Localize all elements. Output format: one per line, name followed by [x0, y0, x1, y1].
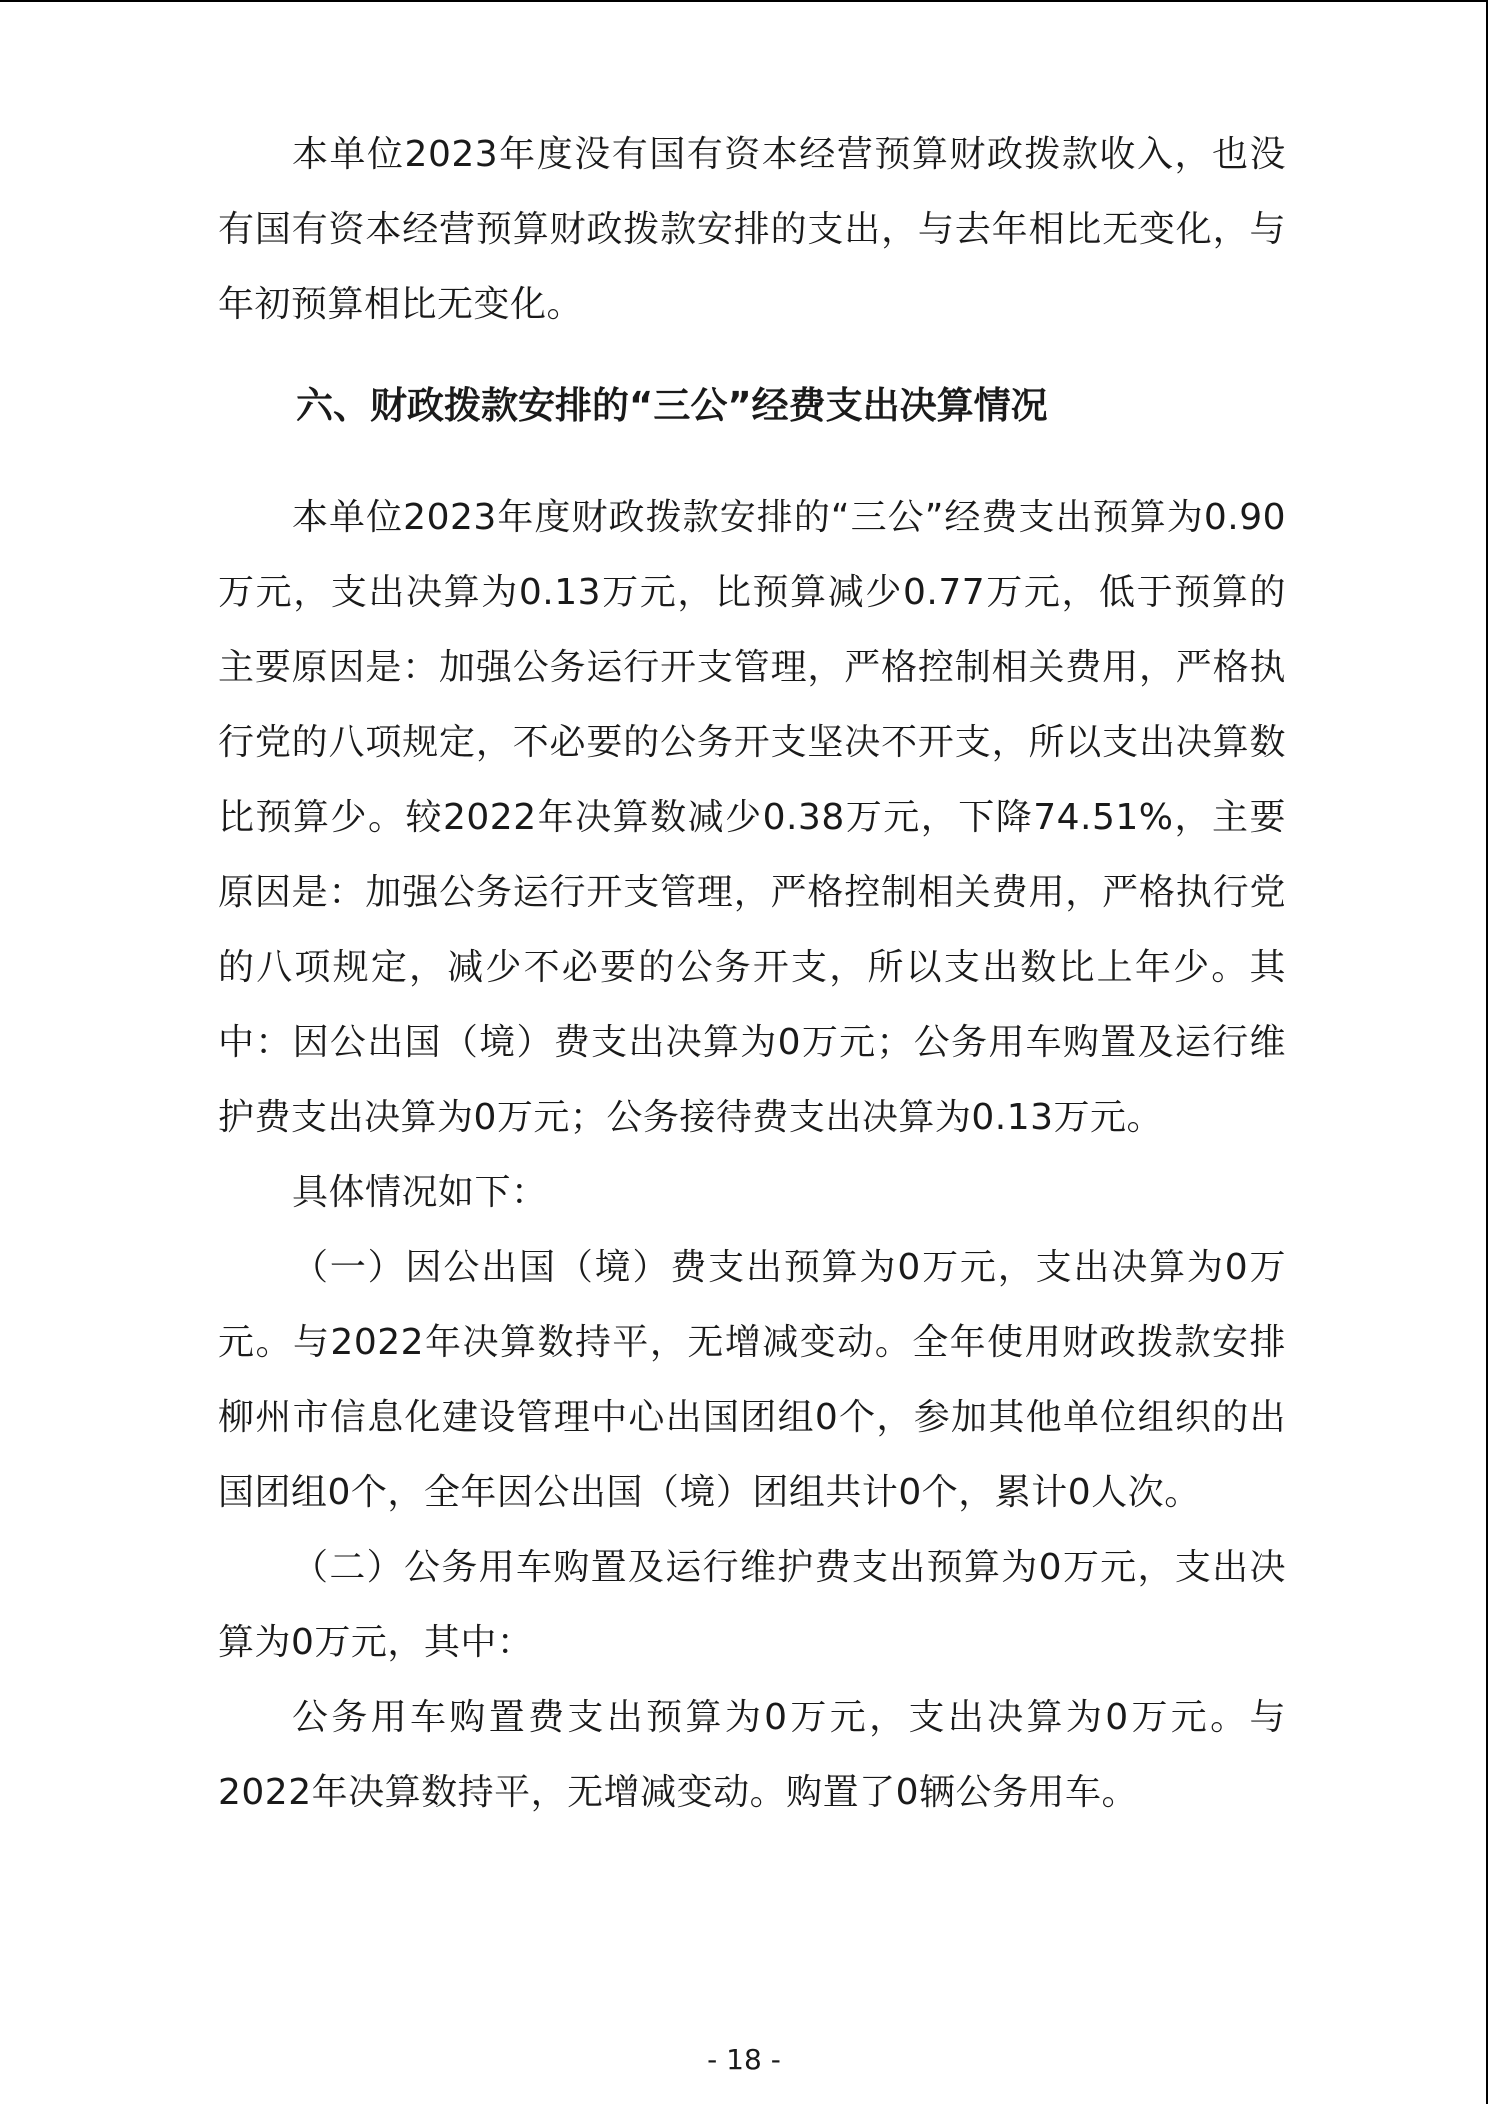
- paragraph-three-public-summary: 本单位2023年度财政拨款安排的“三公”经费支出预算为0.90万元，支出决算为0.13万元，比预算减少0.77万元，低于预算的主要原因是：加强公务运行开支管理，严格控制相关费用，严格执行党的八项规定，不必要的公务开支坚决不开支，所以支出决算数比预算少。较2022年决算数减少0.38万元，下降74.51%，主要原因是：加强公务运行开支管理，严格控制相关费用，严格执行党的八项规定，减少不必要的公务开支，所以支出数比上年少。其中：因公出国（境）费支出决算为0万元；公务用车购置及运行维护费支出决算为0万元；公务接待费支出决算为0.13万元。: [218, 497, 1286, 1138]
- page-number: - 18 -: [707, 2043, 781, 2076]
- paragraph-state-capital-budget: 本单位2023年度没有国有资本经营预算财政拨款收入，也没有国有资本经营预算财政拨款安排的支出，与去年相比无变化，与年初预算相比无变化。: [218, 134, 1286, 325]
- paragraph-official-vehicles: （二）公务用车购置及运行维护费支出预算为0万元，支出决算为0万元，其中：: [218, 1547, 1286, 1663]
- section-heading: 六、财政拨款安排的“三公”经费支出决算情况: [296, 384, 1048, 427]
- paragraph-overseas-travel: （一）因公出国（境）费支出预算为0万元，支出决算为0万元。与2022年决算数持平，无增减变动。全年使用财政拨款安排柳州市信息化建设管理中心出国团组0个，参加其他单位组织的出国团组0个，全年因公出国（境）团组共计0个，累计0人次。: [218, 1247, 1286, 1513]
- document-body: [218, 117, 1286, 1830]
- paragraph-details-intro: 具体情况如下：: [292, 1172, 548, 1213]
- paragraph-vehicle-purchase: 公务用车购置费支出预算为0万元，支出决算为0万元。与2022年决算数持平，无增减变动。购置了0辆公务用车。: [218, 1697, 1286, 1813]
